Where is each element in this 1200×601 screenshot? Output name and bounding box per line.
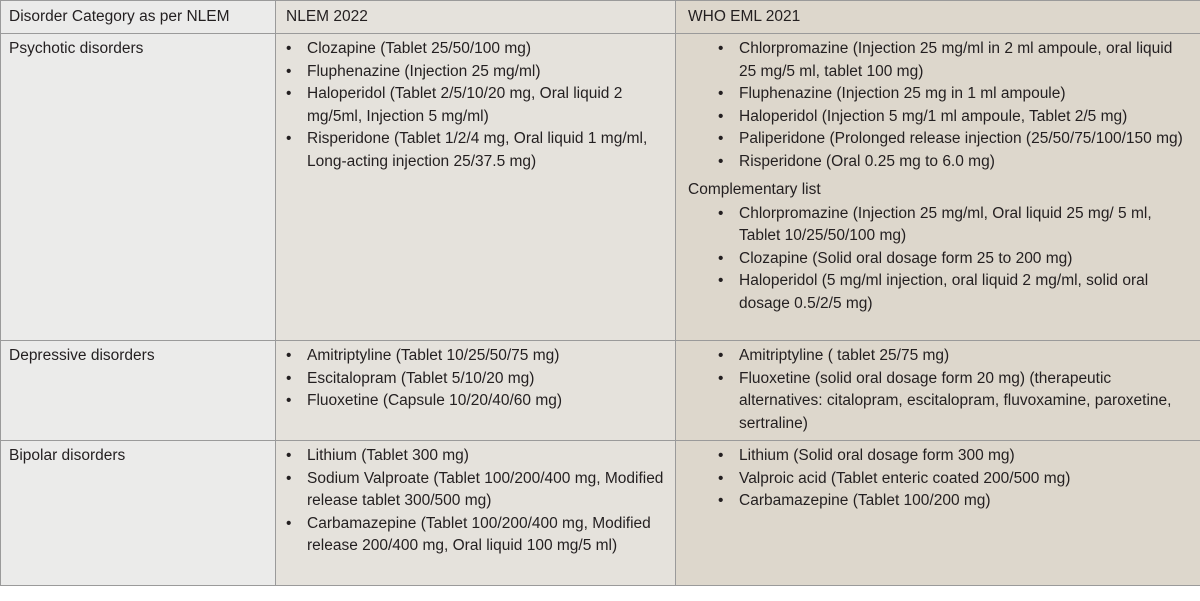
list-item: • Paliperidone (Prolonged release injection (25/50/75/100/150 mg) [718, 128, 1192, 151]
bullet-icon: • [718, 469, 724, 487]
category-cell: Bipolar disorders [1, 441, 276, 586]
nlem-drug-list [286, 38, 667, 173]
bullet-icon: • [286, 392, 292, 409]
nlem-cell [276, 34, 676, 341]
nlem-drug-list [286, 345, 667, 413]
list-item: • Clozapine (Solid oral dosage form 25 to 200 mg) [718, 248, 1192, 271]
who-cell [676, 34, 1200, 341]
bullet-icon: • [286, 62, 292, 80]
list-item: • Amitriptyline (Tablet 10/25/50/75 mg) [286, 345, 667, 368]
table-row [1, 341, 1200, 441]
nlem-drug-list [286, 445, 667, 558]
bullet-icon: • [718, 85, 724, 102]
header-who: WHO EML 2021 [676, 1, 1200, 34]
list-item: • Haloperidol (5 mg/ml injection, oral liquid 2 mg/ml, solid oral dosage 0.5/2/5 mg) [718, 272, 1149, 312]
list-item: • Fluoxetine (solid oral dosage form 20 mg) (therapeutic alternatives: citalopram, escitalopram, fluvoxamine, paroxetine, sertraline) [718, 369, 1172, 432]
list-item: • Haloperidol (Tablet 2/5/10/20 mg, Oral liquid 2 mg/5ml, Injection 5 mg/ml) [286, 85, 623, 125]
list-item: • Haloperidol (Injection 5 mg/1 ml ampoule, Tablet 2/5 mg) [718, 106, 1192, 129]
who-complementary-list [688, 203, 1192, 316]
category-cell: Depressive disorders [1, 341, 276, 441]
list-item: • Escitalopram (Tablet 5/10/20 mg) [286, 368, 667, 391]
bullet-icon: • [718, 272, 724, 289]
list-item: • Risperidone (Tablet 1/2/4 mg, Oral liquid 1 mg/ml, Long-acting injection 25/37.5 mg) [286, 130, 648, 170]
list-item: • Carbamazepine (Tablet 100/200/400 mg, Modified release 200/400 mg, Oral liquid 100 mg/5 ml) [286, 514, 651, 554]
bullet-icon: • [718, 249, 724, 267]
list-item: • Clozapine (Tablet 25/50/100 mg) [286, 38, 667, 61]
bullet-icon: • [286, 40, 292, 57]
nlem-cell [276, 441, 676, 586]
bullet-icon: • [718, 204, 724, 222]
list-item: • Sodium Valproate (Tablet 100/200/400 mg, Modified release tablet 300/500 mg) [286, 469, 664, 509]
list-item: • Risperidone (Oral 0.25 mg to 6.0 mg) [718, 151, 1192, 174]
who-drug-list [688, 345, 1192, 435]
list-item: • Chlorpromazine (Injection 25 mg/ml, Oral liquid 25 mg/ 5 ml, Tablet 10/25/50/100 mg) [718, 204, 1152, 244]
who-cell [676, 441, 1200, 586]
bullet-icon: • [718, 130, 724, 147]
who-drug-list [688, 445, 1192, 513]
bullet-icon: • [718, 369, 724, 387]
list-item: • Lithium (Tablet 300 mg) [286, 445, 667, 468]
bullet-icon: • [718, 152, 724, 170]
bullet-icon: • [718, 492, 724, 509]
bullet-icon: • [718, 447, 724, 464]
bullet-icon: • [286, 469, 292, 487]
who-cell [676, 341, 1200, 441]
table-row [1, 441, 1200, 586]
list-item: • Fluoxetine (Capsule 10/20/40/60 mg) [286, 390, 667, 413]
bullet-icon: • [286, 447, 292, 464]
bullet-icon: • [286, 130, 292, 147]
list-item: • Lithium (Solid oral dosage form 300 mg) [718, 445, 1192, 468]
list-item: • Valproic acid (Tablet enteric coated 200/500 mg) [718, 468, 1192, 491]
bullet-icon: • [286, 369, 292, 387]
list-item: • Chlorpromazine (Injection 25 mg/ml in 2 ml ampoule, oral liquid 25 mg/5 ml, tablet 100 mg) [718, 40, 1173, 80]
list-item: • Fluphenazine (Injection 25 mg/ml) [286, 61, 667, 84]
header-nlem: NLEM 2022 [276, 1, 676, 34]
who-drug-list [688, 38, 1192, 173]
bullet-icon: • [286, 514, 292, 532]
nlem-cell [276, 341, 676, 441]
list-item: • Carbamazepine (Tablet 100/200 mg) [718, 490, 1192, 513]
header-row [1, 1, 1200, 34]
bullet-icon: • [718, 347, 724, 364]
bullet-icon: • [718, 107, 724, 125]
category-cell: Psychotic disorders [1, 34, 276, 341]
bullet-icon: • [286, 85, 292, 102]
bullet-icon: • [286, 347, 292, 364]
list-item: • Amitriptyline ( tablet 25/75 mg) [718, 345, 1192, 368]
bullet-icon: • [718, 40, 724, 57]
table-row [1, 34, 1200, 341]
complementary-list-heading: Complementary list [688, 181, 821, 198]
list-item: • Fluphenazine (Injection 25 mg in 1 ml ampoule) [718, 83, 1192, 106]
header-category: Disorder Category as per NLEM [1, 1, 276, 34]
